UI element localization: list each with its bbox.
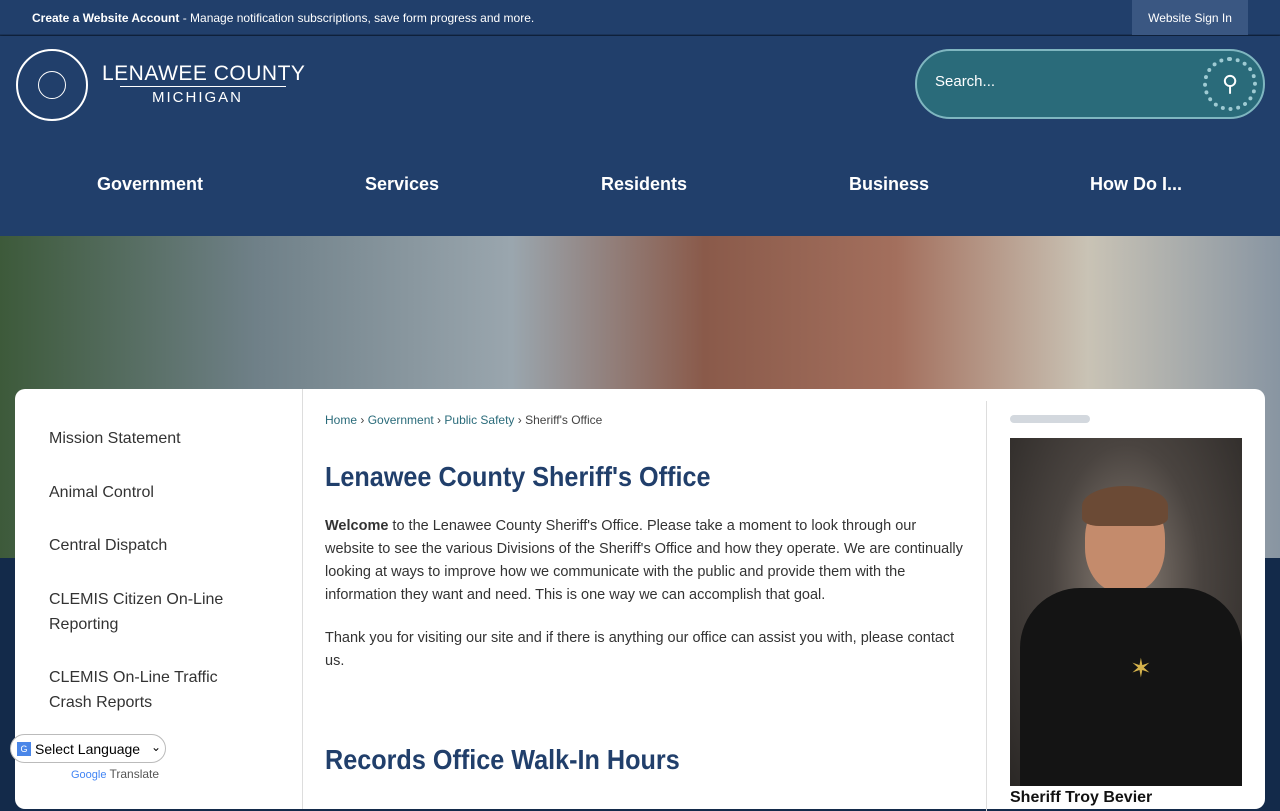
thanks-paragraph: Thank you for visiting our site and if there is anything our office can assist you with, please contact us. xyxy=(325,630,955,669)
breadcrumb-current: Sheriff's Office xyxy=(525,413,603,427)
nav-government[interactable]: Government xyxy=(97,174,204,194)
page-title: Lenawee County Sheriff's Office xyxy=(325,461,711,492)
sidebar-item-animal-control[interactable]: Animal Control xyxy=(49,484,154,501)
language-select[interactable]: G Select Language ⌄ xyxy=(10,734,166,763)
breadcrumb-government[interactable]: Government xyxy=(367,413,434,427)
sidebar-item-central-dispatch[interactable]: Central Dispatch xyxy=(49,537,168,554)
google-translate-credit[interactable]: Google Translate xyxy=(71,767,160,781)
sidebar-item-clemis-reporting[interactable]: CLEMIS Citizen On-Line Reporting xyxy=(49,591,224,633)
breadcrumb-home[interactable]: Home xyxy=(325,413,358,427)
column-divider xyxy=(986,401,987,811)
search-input[interactable] xyxy=(935,73,1185,90)
breadcrumb: Home › Government › Public Safety › Sheriff's Office xyxy=(325,413,603,427)
nav-services[interactable]: Services xyxy=(365,174,440,194)
sheriff-photo xyxy=(1010,438,1242,786)
sidebar-item-mission[interactable]: Mission Statement xyxy=(49,430,181,447)
google-translate-icon: G xyxy=(17,742,31,756)
sidebar-item-clemis-crash[interactable]: CLEMIS On-Line Traffic Crash Reports xyxy=(49,669,218,711)
nav-business[interactable]: Business xyxy=(849,174,930,194)
brand-state: MICHIGAN xyxy=(152,89,243,106)
header xyxy=(0,36,1280,236)
chevron-down-icon: ⌄ xyxy=(150,740,161,754)
content-card xyxy=(15,389,1265,809)
placeholder-bar xyxy=(1010,415,1090,423)
records-heading: Records Office Walk-In Hours xyxy=(325,744,680,775)
search-button[interactable] xyxy=(1203,57,1257,111)
brand-name[interactable]: LENAWEE COUNTY xyxy=(102,62,306,85)
search-icon: ⚲ xyxy=(1221,71,1239,96)
intro-paragraph: Welcome to the Lenawee County Sheriff's Office. Please take a moment to look through our website to see the various Divisions of the Sheriff's Office and how they operate. We are continually looking at ways to improve how we communicate with the public and provide them with the information they want and need. This is one way we can accomplish that goal. xyxy=(325,518,963,603)
breadcrumb-public-safety[interactable]: Public Safety xyxy=(444,413,515,427)
county-seal-logo[interactable] xyxy=(16,49,88,121)
top-bar xyxy=(0,0,1280,35)
nav-how-do-i[interactable]: How Do I... xyxy=(1090,174,1182,194)
badge-star-icon: ✶ xyxy=(1130,653,1152,683)
nav-residents[interactable]: Residents xyxy=(601,174,688,194)
sign-in-button[interactable]: Website Sign In xyxy=(1132,0,1248,35)
photo-caption: Sheriff Troy Bevier xyxy=(1010,789,1153,806)
brand-divider xyxy=(120,86,286,87)
create-account-link[interactable]: Create a Website Account - Manage notification subscriptions, save form progress and more. xyxy=(32,11,535,25)
search-box xyxy=(915,49,1265,119)
